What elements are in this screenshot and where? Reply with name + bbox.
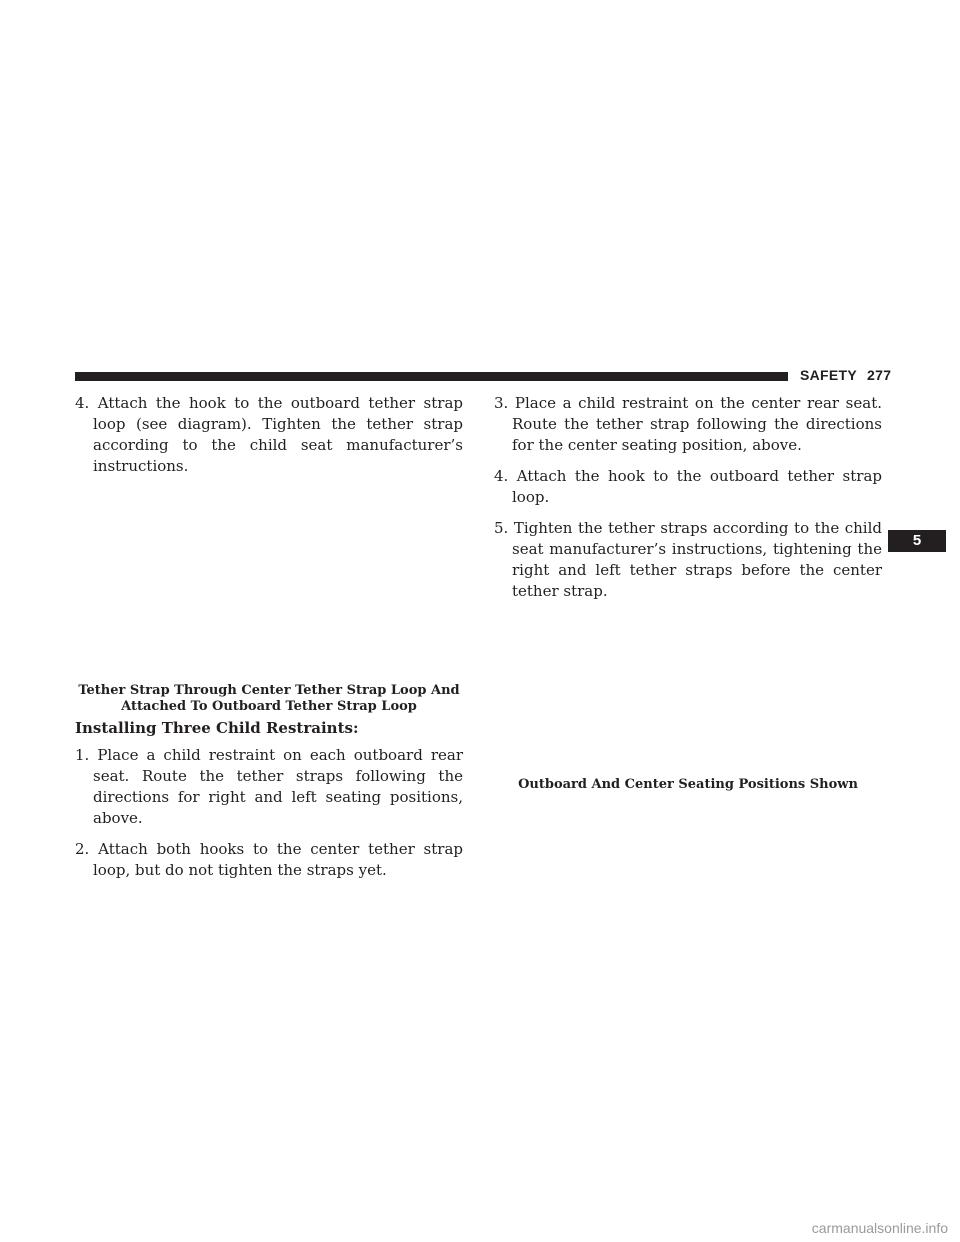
left-step-4: 4. Attach the hook to the outboard tether strap loop (see diagram). Tighten the tether strap according to the child seat manufacturer’s instructions. [75,394,463,475]
chapter-tab: 5 [888,530,946,552]
right-column [494,393,882,612]
left-figure-caption [75,683,463,715]
right-step-5: 5. Tighten the tether straps according to the child seat manufacturer’s instructions, tightening the right and left tether straps before the center tether strap. [494,519,882,600]
left-figure-caption-line2: Attached To Outboard Tether Strap Loop [121,699,417,714]
watermark: carmanualsonline.info [811,1220,948,1236]
left-figure-caption-line1: Tether Strap Through Center Tether Strap Loop And [78,683,460,698]
left-step-1: 1. Place a child restraint on each outboard rear seat. Route the tether straps following the directions for right and left seating positions, above. [75,746,463,827]
left-column-top [75,393,463,487]
left-column-bottom [75,745,463,891]
section-subheading: Installing Three Child Restraints: [75,719,359,737]
right-step-4: 4. Attach the hook to the outboard tether strap loop. [494,467,882,506]
right-figure-caption: Outboard And Center Seating Positions Shown [518,777,858,792]
page-number: 277 [867,367,892,383]
section-title: SAFETY [800,367,858,383]
header-rule [75,372,788,381]
left-step-2: 2. Attach both hooks to the center tether strap loop, but do not tighten the straps yet. [75,840,463,879]
right-step-3: 3. Place a child restraint on the center rear seat. Route the tether strap following the directions for the center seating position, above. [494,394,882,454]
running-header [800,367,891,383]
